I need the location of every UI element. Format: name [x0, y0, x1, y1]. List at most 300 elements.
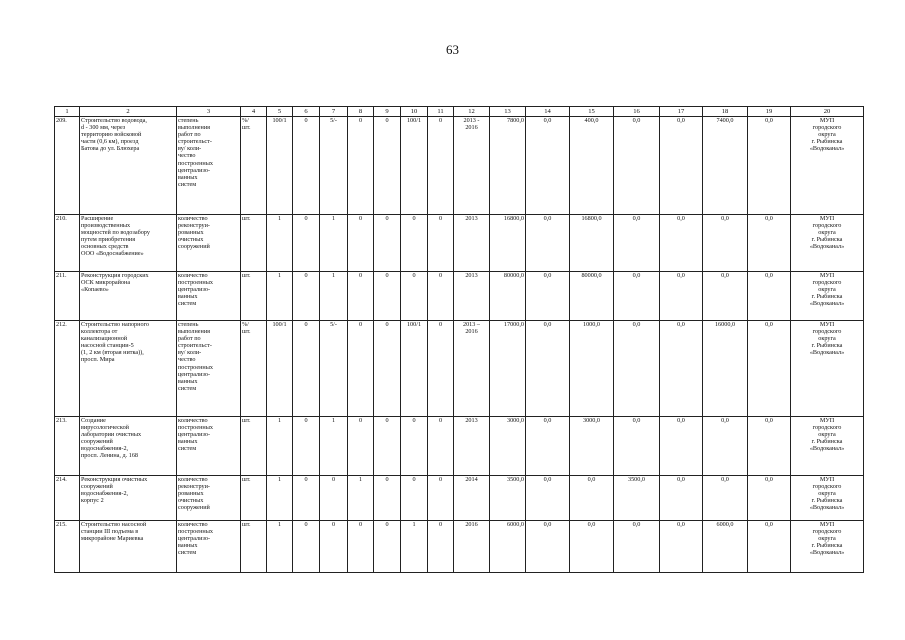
indicator-name-line: систем: [178, 384, 197, 392]
period-cell-line: 2016: [465, 521, 478, 528]
amount-cell: 0,0: [748, 417, 791, 476]
measure-name-line: d - 300 мм, через: [81, 124, 126, 132]
indicator-name-line: реконструи-: [178, 222, 210, 230]
executor-cell-line: «Водоканал»: [809, 243, 845, 251]
row-number: 211.: [55, 272, 80, 321]
unit-cell-line: шт.: [242, 521, 251, 528]
executor-cell-line: «Водоканал»: [809, 445, 845, 453]
executor-cell-line: городского: [812, 222, 842, 230]
executor-cell-line: городского: [812, 279, 842, 287]
amount-cell: 0,0: [660, 521, 703, 573]
executor-cell-line: МУП: [819, 476, 835, 483]
value-cell: 0: [401, 417, 428, 476]
value-cell: 1: [320, 272, 348, 321]
column-header: 1: [55, 107, 80, 117]
row-number: 213.: [55, 417, 80, 476]
unit-cell: [241, 417, 267, 476]
amount-cell: 0,0: [614, 215, 660, 272]
indicator-name-line: ванных: [178, 438, 198, 446]
period-cell: [454, 521, 490, 573]
measure-name-line: (1, 2 км (вторая нитка)),: [81, 349, 144, 357]
indicator-name-line: количество: [178, 215, 208, 222]
indicator-name-line: работ по: [178, 335, 201, 343]
unit-cell-line: %/: [242, 117, 249, 124]
amount-cell: 0,0: [748, 215, 791, 272]
indicator-name-line: выполнения: [178, 124, 211, 132]
value-cell: 5/-: [320, 321, 348, 417]
amount-cell: 0,0: [660, 215, 703, 272]
indicator-name-line: построенных: [178, 424, 213, 432]
executor-cell-line: МУП: [819, 417, 835, 424]
value-cell: 1: [267, 272, 293, 321]
indicator-name-line: централизо-: [178, 431, 211, 439]
amount-cell: 0,0: [703, 476, 748, 521]
unit-cell-line: шт.: [242, 124, 251, 132]
measure-name-line: Создание: [81, 417, 106, 424]
value-cell: 0: [293, 215, 320, 272]
table-row: [55, 417, 864, 476]
indicator-name-line: централизо-: [178, 286, 211, 294]
executor-cell-line: МУП: [819, 321, 835, 328]
executor-cell-line: округа: [818, 131, 836, 139]
amount-cell: 16000,0: [703, 321, 748, 417]
amount-cell: 400,0: [570, 117, 614, 215]
column-header: 20: [791, 107, 864, 117]
value-cell: 0: [374, 476, 401, 521]
amount-cell: 16800,0: [570, 215, 614, 272]
column-header: 6: [293, 107, 320, 117]
indicator-name-line: строительст-: [178, 342, 212, 350]
value-cell: 0: [374, 272, 401, 321]
value-cell: 0: [320, 521, 348, 573]
indicator-name: [177, 521, 241, 573]
column-header: 4: [241, 107, 267, 117]
measure-name: [80, 521, 177, 573]
amount-cell: 7800,0: [490, 117, 526, 215]
amount-cell: 3000,0: [490, 417, 526, 476]
unit-cell: [241, 117, 267, 215]
measure-name-line: водоснабжения-2,: [81, 445, 129, 453]
amount-cell: 0,0: [748, 521, 791, 573]
value-cell: 0: [428, 117, 454, 215]
executor-cell-line: округа: [818, 490, 836, 498]
measure-name: [80, 272, 177, 321]
amount-cell: 80000,0: [570, 272, 614, 321]
measure-name: [80, 476, 177, 521]
amount-cell: 0,0: [660, 272, 703, 321]
measure-name: [80, 117, 177, 215]
column-header: 16: [614, 107, 660, 117]
measure-name-line: производственных: [81, 222, 131, 230]
indicator-name-line: централизо-: [178, 166, 211, 174]
measure-name-line: Строительство насосной: [81, 521, 147, 528]
value-cell: 0: [428, 272, 454, 321]
indicator-name-line: степень: [178, 321, 199, 328]
executor-cell-line: «Водоканал»: [809, 549, 845, 557]
amount-cell: 0,0: [570, 521, 614, 573]
indicator-name-line: систем: [178, 180, 197, 188]
unit-cell-line: шт.: [242, 476, 251, 483]
measure-name-line: корпус 2: [81, 497, 104, 505]
measure-name-line: территорию войсковой: [81, 131, 142, 139]
period-cell-line: 2014: [465, 476, 478, 483]
indicator-name: [177, 215, 241, 272]
amount-cell: 0,0: [614, 521, 660, 573]
value-cell: 0: [374, 117, 401, 215]
value-cell: 0: [401, 215, 428, 272]
executor-cell-line: г. Рыбинска: [811, 542, 843, 550]
executor-cell-line: округа: [818, 335, 836, 343]
indicator-name-line: систем: [178, 300, 197, 308]
measure-name-line: «Копаево»: [81, 286, 109, 294]
indicator-name-line: степень: [178, 117, 199, 124]
period-cell: [454, 272, 490, 321]
indicator-name-line: работ по: [178, 131, 201, 139]
value-cell: 0: [293, 417, 320, 476]
amount-cell: 0,0: [614, 321, 660, 417]
executor-cell-line: городского: [812, 483, 842, 491]
indicator-name-line: ванных: [178, 173, 198, 181]
value-cell: 0: [401, 272, 428, 321]
measure-name-line: ООО «Водоснабжение»: [81, 250, 144, 258]
amount-cell: 0,0: [526, 417, 570, 476]
indicator-name-line: построенных: [178, 159, 213, 167]
measure-name-line: станции III подъема в: [81, 528, 139, 536]
amount-cell: 0,0: [526, 476, 570, 521]
period-cell-line: 2013: [465, 272, 478, 279]
column-header: 18: [703, 107, 748, 117]
indicator-name-line: очистных: [178, 236, 204, 244]
executor-cell-line: г. Рыбинска: [811, 497, 843, 505]
amount-cell: 0,0: [660, 321, 703, 417]
period-cell-line: 2013 –: [462, 321, 480, 328]
executor-cell: [791, 521, 864, 573]
indicator-name-line: систем: [178, 445, 197, 453]
executor-cell-line: «Водоканал»: [809, 300, 845, 308]
measure-name-line: вирусологической: [81, 424, 129, 432]
indicator-name-line: реконструи-: [178, 483, 210, 491]
executor-cell: [791, 272, 864, 321]
program-table: [54, 106, 864, 573]
period-cell: [454, 321, 490, 417]
table-row: [55, 272, 864, 321]
measure-name-line: насосной станции-5: [81, 342, 134, 350]
indicator-name-line: чество: [178, 356, 196, 364]
value-cell: 100/1: [401, 321, 428, 417]
period-cell-line: 2016: [465, 124, 478, 132]
executor-cell-line: городского: [812, 124, 842, 132]
indicator-name-line: количество: [178, 521, 208, 528]
column-header: 12: [454, 107, 490, 117]
unit-cell: [241, 272, 267, 321]
value-cell: 0: [348, 272, 374, 321]
executor-cell-line: округа: [818, 229, 836, 237]
amount-cell: 3500,0: [614, 476, 660, 521]
measure-name-line: сооружений: [81, 483, 113, 491]
indicator-name-line: выполнения: [178, 328, 211, 336]
table-row: [55, 476, 864, 521]
value-cell: 1: [401, 521, 428, 573]
indicator-name-line: ванных: [178, 377, 198, 385]
value-cell: 1: [267, 417, 293, 476]
measure-name-line: просп. Мира: [81, 356, 115, 364]
executor-cell: [791, 215, 864, 272]
column-number-row: [55, 107, 864, 117]
executor-cell-line: МУП: [819, 272, 835, 279]
executor-cell-line: округа: [818, 535, 836, 543]
table-row: [55, 215, 864, 272]
executor-cell-line: г. Рыбинска: [811, 438, 843, 446]
value-cell: 1: [348, 476, 374, 521]
period-cell: [454, 476, 490, 521]
executor-cell-line: «Водоканал»: [809, 145, 845, 153]
measure-name-line: Расширение: [81, 215, 114, 222]
measure-name-line: Реконструкция городских: [81, 272, 149, 279]
indicator-name-line: ву/ коли-: [178, 145, 202, 153]
amount-cell: 17000,0: [490, 321, 526, 417]
period-cell-line: 2016: [465, 328, 478, 336]
table-row: [55, 117, 864, 215]
column-header: 15: [570, 107, 614, 117]
amount-cell: 0,0: [748, 272, 791, 321]
column-header: 13: [490, 107, 526, 117]
measure-name-line: мощностей по водозабору: [81, 229, 150, 237]
value-cell: 0: [428, 476, 454, 521]
unit-cell: [241, 215, 267, 272]
amount-cell: 3500,0: [490, 476, 526, 521]
value-cell: 0: [348, 521, 374, 573]
amount-cell: 0,0: [614, 272, 660, 321]
column-header: 17: [660, 107, 703, 117]
measure-name-line: канализационной: [81, 335, 128, 343]
period-cell-line: 2013: [465, 417, 478, 424]
measure-name-line: сооружений: [81, 438, 113, 446]
measure-name-line: Строительство напорного: [81, 321, 150, 328]
column-header: 19: [748, 107, 791, 117]
value-cell: 0: [348, 321, 374, 417]
executor-cell-line: г. Рыбинска: [811, 138, 843, 146]
amount-cell: 0,0: [660, 476, 703, 521]
value-cell: 0: [293, 272, 320, 321]
amount-cell: 6000,0: [703, 521, 748, 573]
amount-cell: 0,0: [614, 417, 660, 476]
row-number: 210.: [55, 215, 80, 272]
amount-cell: 0,0: [526, 521, 570, 573]
indicator-name-line: строительст-: [178, 138, 212, 146]
value-cell: 1: [267, 476, 293, 521]
column-header: 7: [320, 107, 348, 117]
indicator-name: [177, 476, 241, 521]
unit-cell-line: шт.: [242, 417, 251, 424]
value-cell: 1: [320, 215, 348, 272]
period-cell: [454, 215, 490, 272]
value-cell: 0: [374, 417, 401, 476]
measure-name-line: микрорайоне Мариевка: [81, 535, 144, 543]
value-cell: 0: [428, 321, 454, 417]
measure-name-line: путем приобретения: [81, 236, 136, 244]
indicator-name-line: очистных: [178, 497, 204, 505]
unit-cell-line: шт.: [242, 215, 251, 222]
row-number: 209.: [55, 117, 80, 215]
measure-name: [80, 215, 177, 272]
value-cell: 0: [374, 521, 401, 573]
indicator-name-line: сооружений: [178, 504, 210, 512]
amount-cell: 0,0: [748, 321, 791, 417]
measure-name-line: коллектора от: [81, 328, 118, 336]
indicator-name-line: рованных: [178, 229, 204, 237]
value-cell: 0: [348, 215, 374, 272]
executor-cell-line: городского: [812, 328, 842, 336]
measure-name-line: Реконструкция очистных: [81, 476, 148, 483]
period-cell: [454, 417, 490, 476]
amount-cell: 0,0: [748, 117, 791, 215]
column-header: 5: [267, 107, 293, 117]
indicator-name-line: количество: [178, 272, 208, 279]
value-cell: 0: [428, 215, 454, 272]
value-cell: 100/1: [267, 321, 293, 417]
table-row: [55, 321, 864, 417]
indicator-name: [177, 321, 241, 417]
amount-cell: 0,0: [748, 476, 791, 521]
executor-cell-line: городского: [812, 424, 842, 432]
unit-cell: [241, 476, 267, 521]
table-row: [55, 521, 864, 573]
indicator-name-line: ванных: [178, 293, 198, 301]
unit-cell: [241, 321, 267, 417]
period-cell: [454, 117, 490, 215]
amount-cell: 0,0: [526, 117, 570, 215]
value-cell: 1: [320, 417, 348, 476]
amount-cell: 0,0: [703, 215, 748, 272]
measure-name-line: ОСК микрорайона: [81, 279, 131, 287]
executor-cell: [791, 476, 864, 521]
row-number: 215.: [55, 521, 80, 573]
unit-cell-line: шт.: [242, 272, 251, 279]
value-cell: 5/-: [320, 117, 348, 215]
amount-cell: 3000,0: [570, 417, 614, 476]
value-cell: 0: [374, 215, 401, 272]
column-header: 9: [374, 107, 401, 117]
measure-name-line: основных средств: [81, 243, 129, 251]
column-header: 3: [177, 107, 241, 117]
measure-name-line: просп. Ленина, д. 168: [81, 452, 139, 460]
indicator-name-line: централизо-: [178, 370, 211, 378]
unit-cell: [241, 521, 267, 573]
measure-name: [80, 417, 177, 476]
value-cell: 0: [401, 476, 428, 521]
value-cell: 0: [428, 521, 454, 573]
indicator-name: [177, 417, 241, 476]
amount-cell: 0,0: [614, 117, 660, 215]
executor-cell-line: городского: [812, 528, 842, 536]
amount-cell: 0,0: [526, 215, 570, 272]
amount-cell: 0,0: [660, 117, 703, 215]
indicator-name-line: централизо-: [178, 535, 211, 543]
page-number: 63: [446, 42, 459, 57]
value-cell: 0: [293, 321, 320, 417]
column-header: 8: [348, 107, 374, 117]
executor-cell: [791, 321, 864, 417]
value-cell: 1: [267, 215, 293, 272]
measure-name-line: лаборатории очистных: [81, 431, 142, 439]
unit-cell-line: %/: [242, 321, 249, 328]
executor-cell-line: МУП: [819, 117, 835, 124]
column-header: 14: [526, 107, 570, 117]
amount-cell: 0,0: [703, 272, 748, 321]
value-cell: 0: [293, 521, 320, 573]
value-cell: 100/1: [267, 117, 293, 215]
amount-cell: 0,0: [570, 476, 614, 521]
unit-cell-line: шт.: [242, 328, 251, 336]
indicator-name-line: сооружений: [178, 243, 210, 251]
indicator-name-line: построенных: [178, 363, 213, 371]
indicator-name-line: систем: [178, 549, 197, 557]
measure-name: [80, 321, 177, 417]
indicator-name-line: количество: [178, 417, 208, 424]
measure-name-line: Батова до ул. Блюхера: [81, 145, 140, 153]
executor-cell-line: г. Рыбинска: [811, 293, 843, 301]
value-cell: 0: [320, 476, 348, 521]
indicator-name-line: чество: [178, 152, 196, 160]
executor-cell-line: округа: [818, 286, 836, 294]
executor-cell-line: г. Рыбинска: [811, 342, 843, 350]
row-number: 212.: [55, 321, 80, 417]
executor-cell-line: «Водоканал»: [809, 504, 845, 512]
period-cell-line: 2013: [465, 215, 478, 222]
executor-cell: [791, 117, 864, 215]
indicator-name-line: рованных: [178, 490, 204, 498]
column-header: 10: [401, 107, 428, 117]
executor-cell: [791, 417, 864, 476]
amount-cell: 1000,0: [570, 321, 614, 417]
indicator-name-line: построенных: [178, 528, 213, 536]
period-cell-line: 2013 -: [463, 117, 480, 124]
amount-cell: 80000,0: [490, 272, 526, 321]
value-cell: 0: [293, 117, 320, 215]
executor-cell-line: «Водоканал»: [809, 349, 845, 357]
amount-cell: 0,0: [526, 321, 570, 417]
indicator-name-line: ву/ коли-: [178, 349, 202, 357]
column-header: 2: [80, 107, 177, 117]
indicator-name-line: количество: [178, 476, 208, 483]
value-cell: 0: [348, 117, 374, 215]
executor-cell-line: МУП: [819, 521, 835, 528]
amount-cell: 0,0: [703, 417, 748, 476]
amount-cell: 16800,0: [490, 215, 526, 272]
indicator-name-line: ванных: [178, 542, 198, 550]
indicator-name: [177, 272, 241, 321]
value-cell: 1: [267, 521, 293, 573]
amount-cell: 6000,0: [490, 521, 526, 573]
indicator-name: [177, 117, 241, 215]
measure-name-line: части (0,6 км), проезд: [81, 138, 139, 146]
value-cell: 100/1: [401, 117, 428, 215]
indicator-name-line: построенных: [178, 279, 213, 287]
value-cell: 0: [348, 417, 374, 476]
value-cell: 0: [293, 476, 320, 521]
measure-name-line: водоснабжения-2,: [81, 490, 129, 498]
value-cell: 0: [374, 321, 401, 417]
column-header: 11: [428, 107, 454, 117]
row-number: 214.: [55, 476, 80, 521]
measure-name-line: Строительство водовода,: [81, 117, 147, 124]
amount-cell: 0,0: [660, 417, 703, 476]
executor-cell-line: округа: [818, 431, 836, 439]
amount-cell: 7400,0: [703, 117, 748, 215]
executor-cell-line: МУП: [819, 215, 835, 222]
amount-cell: 0,0: [526, 272, 570, 321]
value-cell: 0: [428, 417, 454, 476]
